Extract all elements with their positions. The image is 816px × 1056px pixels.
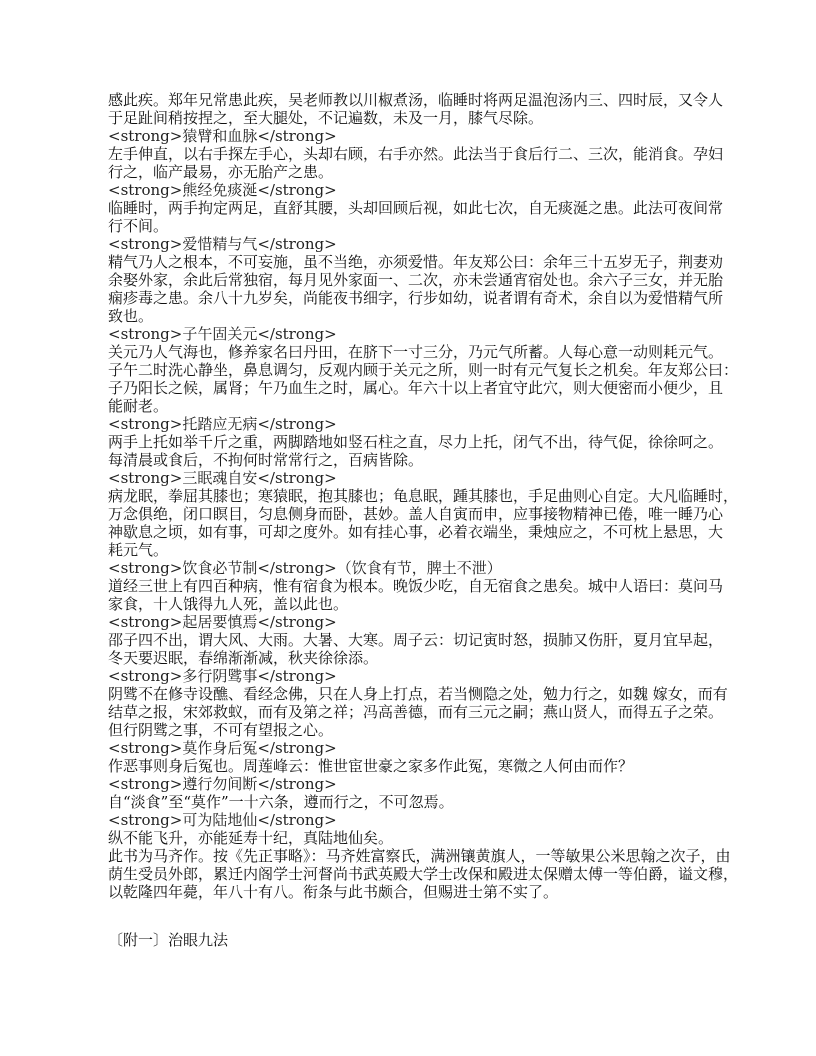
section-heading: <strong>熊经免痰涎</strong> xyxy=(108,181,337,199)
text-line: 邵子四不出，谓大风、大雨。大暑、大寒。周子云：切记寅时怒，损肺又伤肝，夏月宜早起， xyxy=(108,631,724,649)
paragraph-gap xyxy=(108,901,728,931)
section-heading: <strong>饮食必节制</strong>（饮食有节，脾土不泄） xyxy=(108,559,502,577)
text-line: 于足趾间稍按捏之，至大腿处，不记遍数，未及一月，膝气尽除。 xyxy=(108,109,544,127)
section-heading: <strong>莫作身后冤</strong> xyxy=(108,739,337,757)
section-heading: <strong>三眠魂自安</strong> xyxy=(108,469,337,487)
text-line: 此书为马齐作。按《先正事略》：马齐姓富察氏，满洲镶黄旗人，一等敏果公米思翰之次子，由 xyxy=(108,847,731,865)
section-heading: <strong>猿臂和血脉</strong> xyxy=(108,127,337,145)
text-line: 感此疾。郑年兄常患此疾，吴老师教以川椒煮汤，临睡时将两足温泡汤内三、四时辰，又令人 xyxy=(108,91,724,109)
text-line: 能耐老。 xyxy=(108,397,169,415)
text-line: 以乾隆四年薨，年八十有八。衔条与此书颇合，但赐进士第不实了。 xyxy=(108,883,559,901)
text-line: 耗元气。 xyxy=(108,541,169,559)
text-line: 万念俱绝，闭口瞑目，匀息侧身而卧，甚妙。盖人自寅而申，应事接物精神已倦，唯一睡乃心 xyxy=(108,505,724,523)
text-line: 冬天要迟眠，春绵渐渐减，秋夹徐徐添。 xyxy=(108,649,379,667)
text-line: 余娶外家，余此后常独宿，每月见外家面一、二次，亦未尝通宵宿处也。余六子三女，并无胎 xyxy=(108,271,724,289)
text-line: 但行阴骘之事，不可有望报之心。 xyxy=(108,721,334,739)
text-line: 关元乃人气海也，修养家名曰丹田，在脐下一寸三分，乃元气所蓄。人每心意一动则耗元气。 xyxy=(108,343,724,361)
text-line: 道经三世上有四百种病，惟有宿食为根本。晚饭少吃，自无宿食之患矣。城中人语曰：莫问马 xyxy=(108,577,724,595)
text-line: 荫生受员外郎，累迁内阁学士河督尚书武英殿大学士改保和殿进太保赠太傅一等伯爵，谥文穆， xyxy=(108,865,739,883)
appendix-heading: 〔附一〕治眼九法 xyxy=(108,931,229,949)
text-line: 自“淡食”至“莫作”一十六条，遵而行之，不可忽焉。 xyxy=(108,793,454,811)
text-line: 行之，临产最易，亦无胎产之患。 xyxy=(108,163,334,181)
section-heading: <strong>遵行勿间断</strong> xyxy=(108,775,337,793)
text-line: 阴骘不在修寺设醮、看经念佛，只在人身上打点，若当恻隐之处，勉力行之，如魏 嫁女，而有 xyxy=(108,685,728,703)
text-line: 子乃阳长之候，属肾；午乃血生之时，属心。年六十以上者宜守此穴，则大便密而小便少，且 xyxy=(108,379,724,397)
section-heading: <strong>托踏应无病</strong> xyxy=(108,415,337,433)
text-line: 子午二时洗心静坐，鼻息调匀，反观内顾于关元之所，则一时有元气复长之机矣。年友郑公曰： xyxy=(108,361,739,379)
section-heading: <strong>多行阴骘事</strong> xyxy=(108,667,337,685)
document-page xyxy=(108,91,739,949)
text-line: 两手上托如举千斤之重，两脚踏地如竖石柱之直，尽力上托，闭气不出，待气促，徐徐呵之。 xyxy=(108,433,724,451)
section-heading: <strong>起居要慎焉</strong> xyxy=(108,613,337,631)
text-line: 神歇息之顷，如有事，可却之度外。如有挂心事，必着衣端坐，秉烛应之，不可枕上悬思，大 xyxy=(108,523,724,541)
text-line: 痫疹毒之患。余八十九岁矣，尚能夜书细字，行步如幼，说者谓有奇术，余自以为爱惜精气所 xyxy=(108,289,724,307)
section-heading: <strong>爱惜精与气</strong> xyxy=(108,235,337,253)
text-line: 临睡时，两手拘定两足，直舒其腰，头却回顾后视，如此七次，自无痰涎之患。此法可夜间常 xyxy=(108,199,724,217)
text-line: 病龙眠，拳屈其膝也；寒猿眠，抱其膝也；龟息眠，踵其膝也，手足曲则心自定。大凡临睡时， xyxy=(108,487,739,505)
section-heading: <strong>子午固关元</strong> xyxy=(108,325,337,343)
text-line: 精气乃人之根本，不可妄施，虽不当绝，亦须爱惜。年友郑公曰：余年三十五岁无子，荆妻劝 xyxy=(108,253,724,271)
text-line: 作恶事则身后冤也。周莲峰云：惟世宦世豪之家多作此冤，寒微之人何由而作？ xyxy=(108,757,634,775)
text-line: 致也。 xyxy=(108,307,154,325)
text-line: 结草之报，宋郊救蚁，而有及第之祥；冯高善德，而有三元之嗣；燕山贤人，而得五子之荣。 xyxy=(108,703,724,721)
text-line: 纵不能飞升，亦能延寿十纪，真陆地仙矣。 xyxy=(108,829,394,847)
text-line: 每清晨或食后，不拘何时常常行之，百病皆除。 xyxy=(108,451,424,469)
section-heading: <strong>可为陆地仙</strong> xyxy=(108,811,337,829)
text-line: 左手伸直，以右手探左手心，头却右顾，右手亦然。此法当于食后行二、三次，能消食。孕妇 xyxy=(108,145,724,163)
text-line: 行不间。 xyxy=(108,217,169,235)
text-line: 家食，十人饿得九人死，盖以此也。 xyxy=(108,595,349,613)
